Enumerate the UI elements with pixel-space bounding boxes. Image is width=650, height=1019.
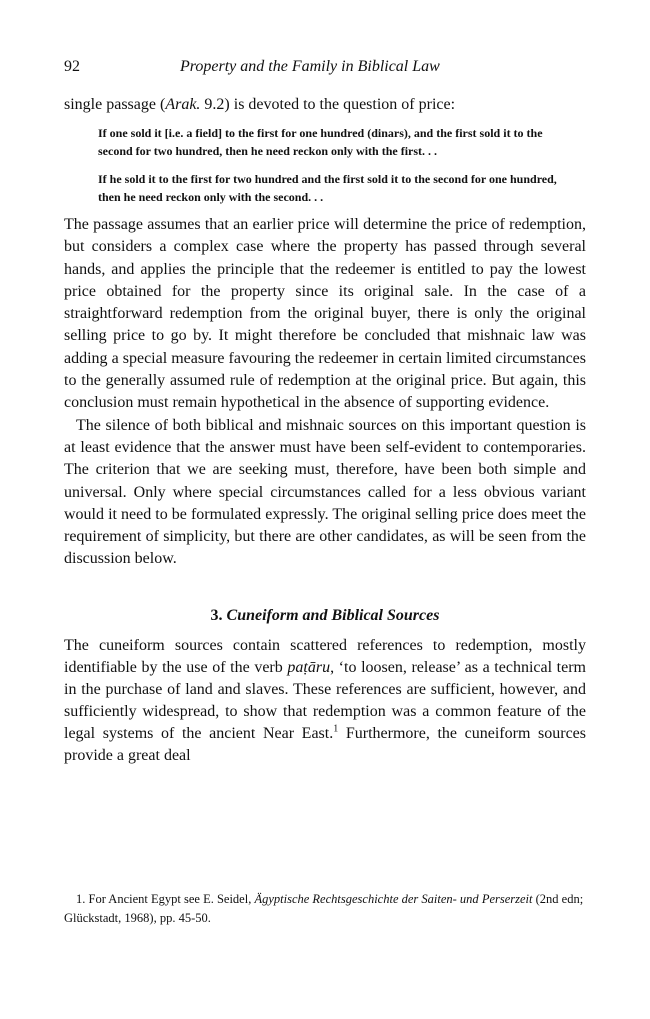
- section-term: paṭāru: [287, 658, 331, 676]
- intro-line: [64, 94, 586, 116]
- footnote-marker[interactable]: 1: [333, 723, 339, 735]
- block-quote-2: If he sold it to the first for two hundred and the first sold it to the second for one hundred, then he need reckon only with the second. . .: [98, 172, 557, 204]
- section-text-1: The cuneiform sources contain scattered references to redemption, mostly identifiable by the use of the verb: [64, 636, 586, 676]
- section-paragraph: [64, 635, 586, 767]
- section-title: Cuneiform and Biblical Sources: [226, 606, 440, 624]
- section-heading: [64, 605, 586, 627]
- section-text-2: , ‘to loosen, release’ as a technical term in the purchase of land and slaves. These references are sufficient, however, and sufficiently widespread, to show that redemption was a common feature of the legal systems of the ancient Near East.: [64, 658, 586, 742]
- section-text-3: Furthermore, the cuneiform sources provide a great deal: [64, 724, 586, 764]
- intro-text-after: 9.2) is devoted to the question of price:: [200, 96, 456, 113]
- footnote-title-1: Ägyptische Rechtsgeschichte der Saiten- und: [254, 892, 479, 906]
- footnote-title-2: Perserzeit: [481, 892, 533, 906]
- page-number: 92: [64, 58, 80, 75]
- running-title: Property and the Family in Biblical Law: [180, 58, 440, 75]
- body-paragraph-2: The silence of both biblical and mishnaic sources on this important question is at least evidence that the answer must have been self-evident to contemporaries. The criterion that we are seeking must, therefore, have been both simple and universal. Only where special circumstances called for a less obvious variant would it need to be formulated expressly. The original selling price does meet the requirement of simplicity, but there are other candidates, as will be seen from the discussion below.: [64, 416, 586, 568]
- footnote-text-2: (2nd edn; Glückstadt, 1968), pp. 45-50.: [64, 892, 584, 925]
- footnote-text-1: For Ancient Egypt see E. Seidel,: [88, 892, 255, 906]
- footnote: [64, 890, 586, 928]
- running-header: [64, 58, 586, 84]
- intro-text-before: single passage (: [64, 96, 166, 113]
- footnote-number: 1.: [76, 892, 86, 906]
- intro-reference: Arak.: [165, 96, 201, 113]
- section-number: 3.: [210, 606, 223, 624]
- book-page: [64, 58, 586, 767]
- block-quote-1: If one sold it [i.e. a field] to the first for one hundred (dinars), and the first sold it to the second for two hundred, then he need reckon only with the first. . .: [98, 126, 543, 158]
- body-paragraph-1: The passage assumes that an earlier price will determine the price of redemption, but considers a complex case where the property has passed through several hands, and applies the principle that the redeemer is entitled to pay the lowest price obtained for the property since its original sale. In the case of a straightforward redemption from the original buyer, there is only the original selling price to go by. It might therefore be concluded that mishnaic law was adding a special measure favouring the redeemer in certain limited circumstances to the generally assumed rule of redemption at the original price. But again, this conclusion must remain hypothetical in the absence of supporting evidence.: [64, 216, 586, 412]
